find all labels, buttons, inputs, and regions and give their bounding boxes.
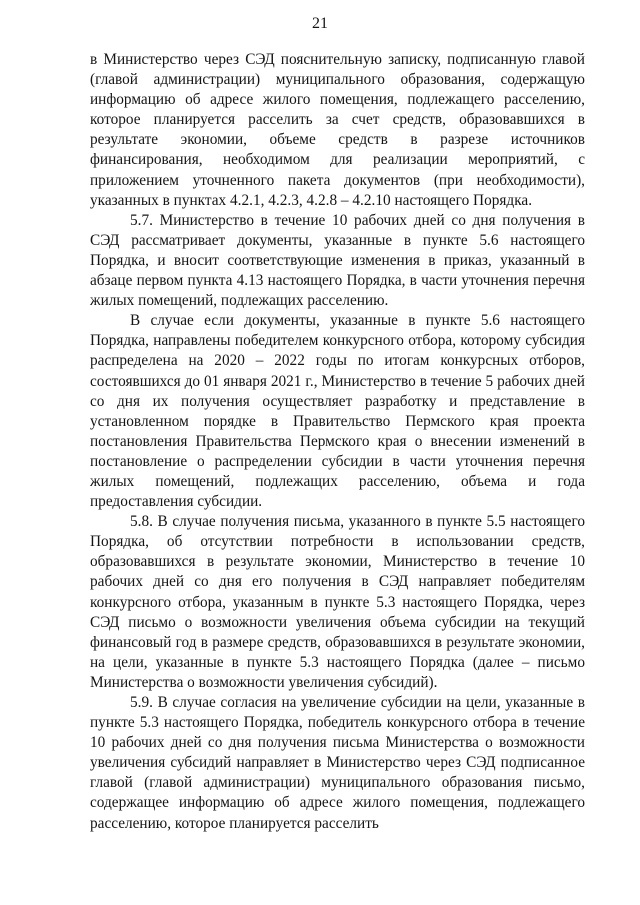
page-number: 21 xyxy=(312,15,328,32)
paragraph-5-8: 5.8. В случае получения письма, указанного в пункте 5.5 настоящего Порядка, об отсутствии потребности в использовании средств, образовавшихся в результате экономии, Министерство в течение 10 рабочих дней со дня его получения в СЭД направляет победителям конкурсного отбора, указанным в пункте 5.3 настоящего Порядка, через СЭД письмо о возможности увеличения объема субсидии на текущий финансовый год в размере средств, образовавшихся в результате экономии, на цели, указанные в пункте 5.3 настоящего Порядка (далее – письмо Министерства о возможности увеличения субсидий). xyxy=(90,513,585,691)
paragraph-5-7: 5.7. Министерство в течение 10 рабочих дней со дня получения в СЭД рассматривает документы, указанные в пункте 5.6 настоящего Порядка, и вносит соответствующие изменения в приказ, указанный в абзаце первом пункта 4.13 настоящего Порядка, в части уточнения перечня жилых помещений, подлежащих расселению. xyxy=(90,211,585,310)
paragraph-continuation: в Министерство через СЭД пояснительную записку, подписанную главой (главой администрации) муниципального образования, содержащую информацию об адресе жилого помещения, подлежащего расселению, которое планируется расселить за счет средств, образовавшихся в результате экономии, объеме средств в разрезе источников финансирования, необходимом для реализации мероприятий, с приложением уточненного пакета документов (при необходимости), указанных в пунктах 4.2.1, 4.2.3, 4.2.8 – 4.2.10 настоящего Порядка. xyxy=(90,51,585,209)
paragraph-5-9: 5.9. В случае согласия на увеличение субсидии на цели, указанные в пункте 5.3 настоящего Порядка, победитель конкурсного отбора в течение 10 рабочих дней со дня получения письма Министерства о возможности увеличения субсидий направляет в Министерство через СЭД подписанное главой (главой администрации) муниципального образования письмо, содержащее информацию об адресе жилого помещения, подлежащего расселению, которое планируется расселить xyxy=(90,694,585,832)
document-body xyxy=(90,50,585,834)
paragraph-5-7-second: В случае если документы, указанные в пункте 5.6 настоящего Порядка, направлены победителем конкурсного отбора, которому субсидия распределена на 2020 – 2022 годы по итогам конкурсных отборов, состоявшихся до 01 января 2021 г., Министерство в течение 5 рабочих дней со дня их получения осуществляет разработку и представление в установленном порядке в Правительство Пермского края проекта постановления Правительства Пермского края о внесении изменений в постановление о распределении субсидии в части уточнения перечня жилых помещений, подлежащих расселению, объема и года предоставления субсидии. xyxy=(90,312,585,511)
